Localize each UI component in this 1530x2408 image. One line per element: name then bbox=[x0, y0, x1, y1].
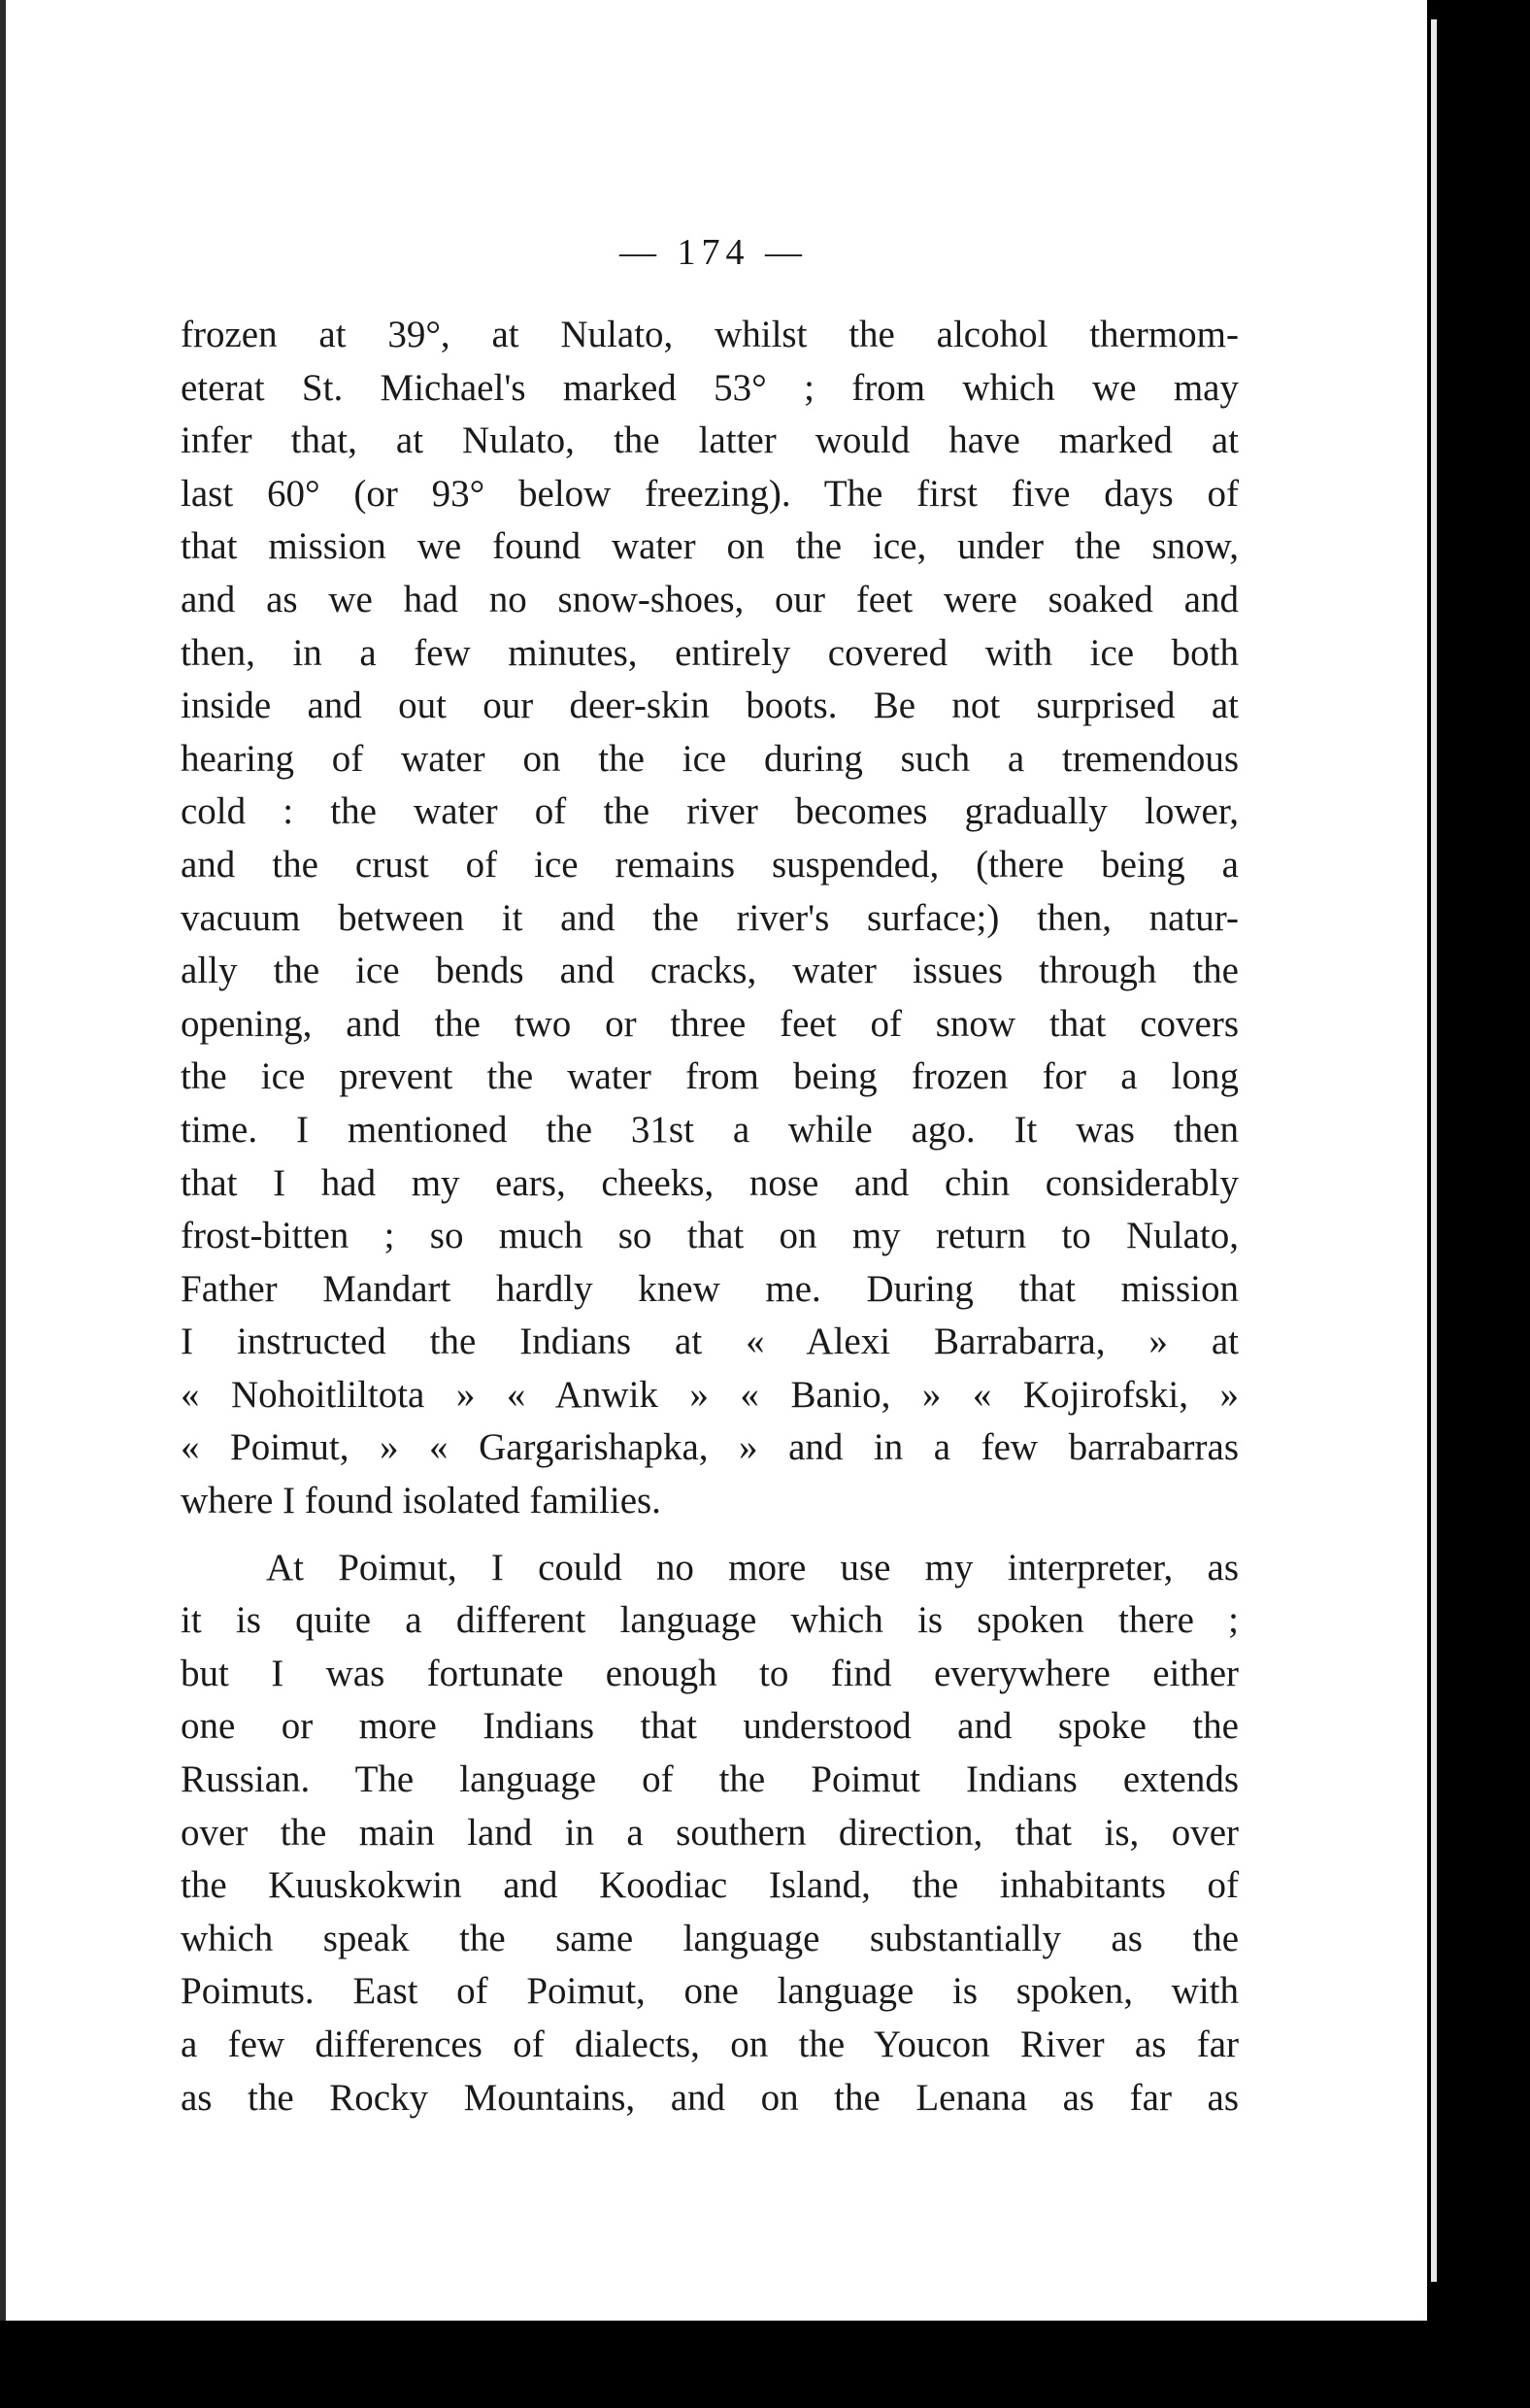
page-number: — 174 — bbox=[619, 232, 808, 273]
text-line: opening, and the two or three feet of snow that covers bbox=[181, 1002, 1239, 1045]
text-line: Father Mandart hardly knew me. During that mission bbox=[181, 1267, 1239, 1310]
text-line: and as we had no snow-shoes, our feet were soaked and bbox=[181, 578, 1239, 620]
text-line: vacuum between it and the river's surface;) then, natur- bbox=[181, 896, 1239, 939]
text-line: one or more Indians that understood and spoke the bbox=[181, 1705, 1239, 1748]
page-fore-edge bbox=[1431, 19, 1437, 2282]
text-line: last 60° (or 93° below freezing). The first five days of bbox=[181, 472, 1239, 515]
text-line: and the crust of ice remains suspended, (there being a bbox=[181, 843, 1239, 886]
text-line: I instructed the Indians at « Alexi Barrabarra, » at bbox=[181, 1321, 1239, 1363]
text-line: it is quite a different language which is spoken there ; bbox=[181, 1599, 1239, 1642]
scan-border-bottom bbox=[0, 2321, 1530, 2408]
text-line: eterat St. Michael's marked 53° ; from which we may bbox=[181, 366, 1239, 409]
page-left-edge bbox=[0, 0, 6, 2321]
text-line: the ice prevent the water from being frozen for a long bbox=[181, 1055, 1239, 1098]
paragraph-1 bbox=[181, 309, 1239, 1528]
text-line: the Kuuskokwin and Koodiac Island, the inhabitants of bbox=[181, 1864, 1239, 1907]
paragraph-2 bbox=[181, 1542, 1239, 2125]
text-line: but I was fortunate enough to find everywhere either bbox=[181, 1652, 1239, 1694]
text-line: as the Rocky Mountains, and on the Lenana as far as bbox=[181, 2076, 1239, 2119]
text-line: frost-bitten ; so much so that on my return to Nulato, bbox=[181, 1215, 1239, 1257]
text-line: « Poimut, » « Gargarishapka, » and in a few barrabarras bbox=[181, 1426, 1239, 1469]
text-line: Russian. The language of the Poimut Indians extends bbox=[181, 1758, 1239, 1801]
text-line: inside and out our deer-skin boots. Be not surprised at bbox=[181, 685, 1239, 727]
text-line: cold : the water of the river becomes gradually lower, bbox=[181, 790, 1239, 833]
paragraph-spacer bbox=[181, 1528, 1239, 1542]
text-line: Poimuts. East of Poimut, one language is spoken, with bbox=[181, 1970, 1239, 2013]
text-line: time. I mentioned the 31st a while ago. It was then bbox=[181, 1108, 1239, 1151]
text-line: over the main land in a southern direction, that is, over bbox=[181, 1811, 1239, 1854]
text-line: frozen at 39°, at Nulato, whilst the alcohol thermom- bbox=[181, 314, 1239, 355]
text-line: ally the ice bends and cracks, water issues through the bbox=[181, 950, 1239, 992]
text-line: that I had my ears, cheeks, nose and chin considerably bbox=[181, 1161, 1239, 1204]
text-line: then, in a few minutes, entirely covered with ice both bbox=[181, 631, 1239, 674]
text-line: infer that, at Nulato, the latter would have marked at bbox=[181, 419, 1239, 462]
text-line: « Nohoitliltota » « Anwik » « Banio, » « Kojirofski, » bbox=[181, 1373, 1239, 1416]
text-line: where I found isolated families. bbox=[181, 1480, 661, 1522]
scan-border-right bbox=[1427, 0, 1530, 2408]
text-line: a few differences of dialects, on the Youcon River as far bbox=[181, 2023, 1239, 2065]
body-text bbox=[181, 309, 1239, 2124]
text-line: hearing of water on the ice during such a tremendous bbox=[181, 737, 1239, 780]
text-line: At Poimut, I could no more use my interpreter, as bbox=[266, 1546, 1239, 1589]
text-line: that mission we found water on the ice, under the snow, bbox=[181, 525, 1239, 568]
text-line: which speak the same language substantially as the bbox=[181, 1917, 1239, 1959]
